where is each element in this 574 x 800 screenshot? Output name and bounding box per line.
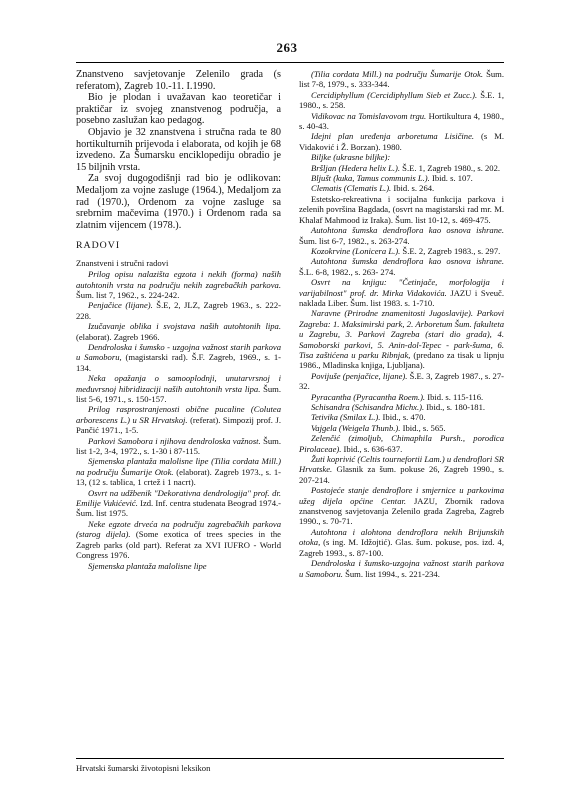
entry-details: Šum. list 5-6, 1971., s. 150-157. [76,383,281,404]
entry-title: Neka opažanja o samooplodnji, unutarvrsnoj i međuvrsnoj hibridizaciji naših autohtonih vrsta lipa. [76,373,281,394]
entry-title: Vajgela (Weigela Thunb.). [311,422,401,433]
bibliography-entry [76,373,281,404]
entry-details: Ibid., s. 180-181. [424,402,486,412]
bibliography-entry [76,436,281,457]
bibliography-entry [299,131,504,152]
section-subheading: Znanstveni i stručni radovi [76,257,169,268]
bibliography-entry [299,194,504,225]
right-column [299,69,504,579]
entry-details: (elaborat). Zagreb 1973., s. 1-13, (12 s. tablica, 1 crtež i 1 nacrt). [76,466,281,488]
bibliography-entry [76,321,281,342]
bibliography-list [76,269,281,571]
bibliography-entry [76,456,281,487]
entry-title: Vidikovac na Tomislavovom trgu. [311,110,427,121]
entry-title: Cercidiphyllum (Cercidiphyllum Sieb et Zucc.). [311,89,478,100]
bibliography-entry [299,111,504,132]
entry-title: Osvrt na knjigu: "Četinjače, morfologija i varijabilnost" prof. dr. Mirka Vidakovića. [299,277,504,298]
entry-details: Š.E, 2, JLZ, Zagreb 1963., s. 222-228. [76,300,282,321]
page-number: 263 [276,40,298,55]
bibliography-entry [299,558,504,579]
entry-details: Šum. list 7, 1962., s. 224-242. [76,289,180,300]
entry-details: Ibid., s. 565. [400,422,446,433]
entry-title: (Tilia cordata Mill.) na području Šumarije Otok. [311,69,484,79]
bibliography-entry [299,90,504,111]
top-rule [76,62,504,63]
entry-details: Š.E. 1, 1980., s. 258. [299,89,504,111]
bibliography-entry [76,488,281,519]
entry-details: Ibid. s. 264. [391,183,435,194]
entry-details: Šum. list 6-7, 1982., s. 263-274. [299,235,410,246]
bibliography-entry [299,454,504,485]
entry-details: (elaborat). Zagreb 1966. [76,331,160,342]
entry-title: Tetivika (Smilax L.). [311,412,381,423]
entry-details: Š.E. 2, Zagreb 1983., s. 297. [400,245,501,256]
entry-details: Izd. Inf. centra studenata Beograd 1974.- Šum. list 1975. [76,498,282,519]
entry-title: Autohtona šumska dendroflora kao osnova ishrane. [311,256,504,267]
bibliography-entry [76,561,281,571]
bibliography-entry [299,69,504,90]
bibliography-entry [76,342,281,373]
entry-title: Neke egzote drveća na području zagrebačkih parkova (starog dijela). [76,518,281,540]
bibliography-entry [299,225,504,246]
bibliography-entry [299,423,504,433]
entry-details: Š.E. 3, Zagreb 1987., s. 27-32. [299,370,504,392]
entry-title: Idejni plan uređenja arboretuma Lisičine. [311,131,475,142]
bibliography-entry [299,308,504,370]
bibliography-entry [76,269,281,300]
entry-title: Osvrt na udžbenik "Dekorativna dendrologija" prof. dr. Emilije Vukićević. [76,487,281,509]
entry-details: (referat). Simpozij prof. J. Pančić 1971., 1-5. [76,414,281,436]
entry-details: (magistarski rad). Š.F. Zagreb, 1969., s. 1-134. [76,352,281,373]
entry-title: Kozokrvine (Lonicera L.). [311,245,401,256]
entry-title: Prilog opisu nalazišta egzota i nekih (forma) naših autohtonih vrsta na području nekih zagrebačkih parkova. [76,269,281,290]
entry-title: Postojeće stanje dendroflore i smjernice u parkovima užeg dijela općine Centar. [299,485,504,506]
bibliography-entry [299,163,504,173]
intro-paragraph: Za svoj dugogodišnji rad bio je odlikovan: Medaljom za vojne zasluge (1964.), Medaljom za rad (1970.), Ordenom za vojne zasluge sa srebrnim mačevima (1970.) i Ordenom rada sa zlatnim vijencem (1978.). [76,173,281,231]
bibliography-entry [299,183,504,193]
bibliography-list [299,69,504,579]
entry-title: Žuti koprivić (Celtis tournefortii Lam.) u dendroflori SR Hrvatske. [299,454,504,475]
bibliography-entry [299,527,504,558]
bibliography-entry [76,519,281,561]
bibliography-entry [299,173,504,183]
entry-details: Estetsko-rekreativna i socijalna funkcija parkova i zelenih površina Bagdada, (osvrt na magistarski rad mr. M. Khalaf Mahmood iz Iraka). Šum. list 10-12, s. 469-475. [299,193,504,225]
entry-details: Ibid. s. 115-116. [425,391,484,402]
bibliography-entry [299,246,504,256]
entry-details: Ibid. s. 107. [429,173,473,184]
bibliography-entry [299,256,504,277]
entry-title: Dendroloska i šumsko-uzgojna važnost starih parkova u Samoboru. [299,558,504,579]
bibliography-entry [299,485,504,527]
intro-paragraph: Znanstveno savjetovanje Zelenilo grada (s referatom), Zagreb 10.-11. I.1990. [76,69,281,92]
entry-title: Bljušt (kuka, Tamus communis L.). [311,173,430,184]
entry-title: Clematis (Clematis L.). [311,183,392,194]
entry-title: Penjačice (lijane). [88,300,153,311]
entry-title: Bršljan (Hedera helix L.). [311,162,401,173]
entry-details: (s M. Vidaković i Ž. Borzan). 1980. [299,131,504,152]
entry-title: Prilog rasprostranjenosti obične pucaline (Colutea arborescens L.) u SR Hrvatskoj. [76,404,281,425]
entry-details: Šum. list 7-8, 1979., s. 333-344. [299,69,504,90]
entry-details: (s ing. M. Idžojtić). Glas. šum. pokuse, pos. izd. 4, Zagreb 1993., s. 87-100. [299,537,504,558]
entry-details: Ibid., s. 470. [380,412,426,423]
entry-title: Sjemenska plantaža malolisne lipe [88,560,207,571]
entry-details: Glasnik za šum. pokuse 26, Zagreb 1990., s. 207-214. [299,464,504,485]
entry-details: Hortikultura 4, 1980., s. 40-43. [299,110,504,132]
entry-details: (Some exotica of trees species in the Zagreb parks (old part). Referat za XVI IUFRO - World Congress 1976. [76,529,281,561]
entry-title: Pyracantha (Pyracantha Roem.). [311,391,426,402]
bibliography-entry [299,371,504,392]
bibliography-entry [299,392,504,402]
bibliography-entry [299,152,504,162]
intro-paragraph: Objavio je 32 znanstvena i stručna rada te 80 hortikulturnih prijevoda i elaborata, od kojih je 68 izvedeno. Za Šumarsku enciklopediju obradio je 15 biljnih vrsta. [76,126,281,173]
footer-text: Hrvatski šumarski životopisni leksikon [76,763,211,773]
intro-paragraph: Bio je plodan i uvažavan kao teoretičar i praktičar iz svojeg znanstvenog područja, a posebno zaslužan kao pedagog. [76,92,281,127]
entry-title: Biljke (ukrasne biljke): [311,152,391,163]
entry-details: Šum. list 1-2, 3-4, 1972., s. 1-30 i 87-115. [76,435,281,457]
bottom-rule [76,758,504,759]
entry-details: Ibid., s. 636-637. [341,443,403,454]
bibliography-entry [299,277,504,308]
entry-title: Sjemenska plantaža malolisne lipe (Tilia cordata Mill.) na području Šumarije Otok. [76,456,281,477]
entry-title: Naravne (Prirodne znamenitosti Jugoslavije). Parkovi Zagreba: 1. Maksimirski park, 2. Arboretum Šum. fakulteta u Zagrebu, 3. Parkovi Zagreba (stari dio grada), 4. Samoborski parkovi, 5. Anin-dol-Tepec - park-šuma, 6. Tisa zaštićena u parku Ribnjak, [299,308,504,360]
entry-details: (predano za tisak u lipnju 1986., Mladinska knjiga, Ljubljana). [299,349,504,371]
section-heading: RADOVI [76,240,121,252]
entry-details: Š.E. 1, Zagreb 1980., s. 202. [400,162,501,173]
entry-title: Autohtona šumska dendroflora kao osnova ishrane. [311,225,504,236]
bibliography-entry [299,412,504,422]
entry-title: Parkovi Samobora i njihova dendroloska važnost. [88,435,261,446]
entry-title: Povijuše (penjačice, lijane). [311,370,408,381]
bibliography-entry [76,404,281,435]
left-column [76,69,281,571]
entry-details: Šum. list 1994., s. 221-234. [342,568,440,579]
entry-details: Š.L. 6-8, 1982., s. 263- 274. [299,266,396,277]
entry-title: Izučavanje oblika i svojstava naših autohtonih lipa. [88,321,281,332]
entry-title: Zelenčić (zimoljub, Chimaphila Pursh., porodica Pirolaceae). [299,433,504,454]
entry-title: Schisandra (Schisandra Michx.). [311,402,425,412]
entry-details: JAZU, Zbornik radova znanstvenog savjetovanja Zelenilo grada Zagreba, Zagreb 1990., s. 70-71. [299,495,505,527]
bibliography-entry [299,402,504,412]
entry-details: JAZU i Sveuč. naklada Liber. Šum. list 1983. s. 1-710. [299,287,504,308]
bibliography-entry [299,433,504,454]
entry-title: Dendroloska i šumsko - uzgojna važnost starih parkova u Samoboru, [76,341,281,363]
bibliography-entry [76,300,281,321]
entry-title: Autohtona i alohtona dendroflora nekih Brijunskih otoka, [299,526,504,548]
